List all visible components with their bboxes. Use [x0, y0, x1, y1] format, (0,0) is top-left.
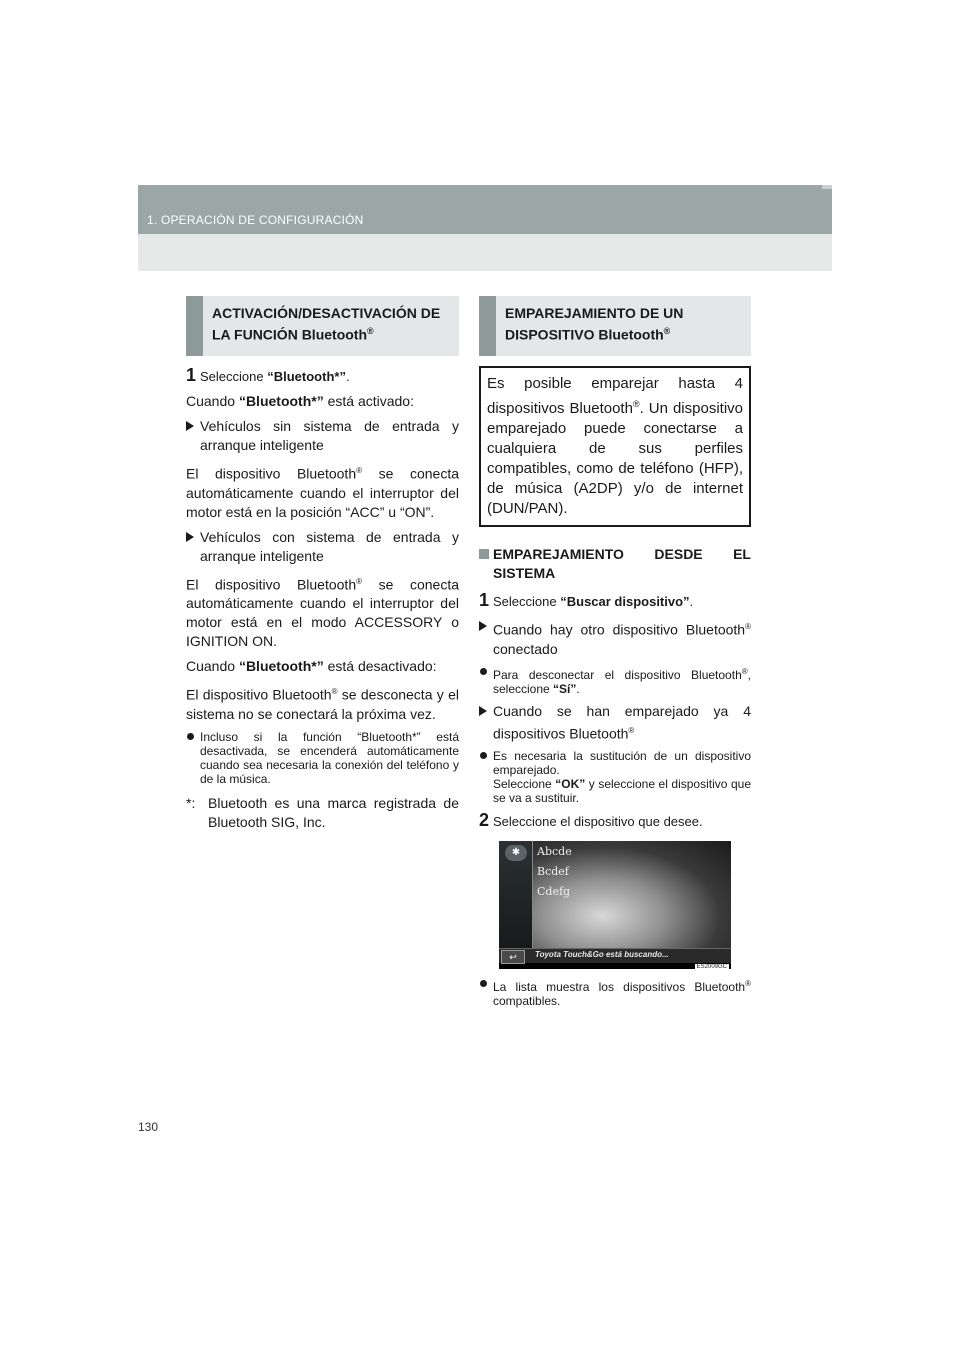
step-1: 1 Seleccione “Bluetooth*”.: [186, 365, 350, 385]
bullet-icon: [480, 668, 487, 675]
option-bluetooth: “Bluetooth*”: [267, 369, 346, 384]
arrow-item: Vehículos sin sistema de entrada y arranque inteligente: [186, 417, 459, 455]
header-subbar: [138, 234, 832, 271]
note-item: La lista muestra los dispositivos Bluetooth® compatibles.: [479, 977, 751, 1008]
option-search-device: “Buscar dispositivo”: [560, 594, 690, 609]
section-title: EMPAREJAMIENTO DE UN DISPOSITIVO Bluetooth: [505, 305, 684, 343]
breadcrumb: 1. OPERACIÓN DE CONFIGURACIÓN: [147, 213, 364, 227]
section-title: ACTIVACIÓN/DESACTIVACIÓN DE LA FUNCIÓN Bluetooth: [212, 305, 441, 343]
step-1: 1 Seleccione “Buscar dispositivo”.: [479, 590, 694, 610]
info-box: Es posible emparejar hasta 4 dispositivos Bluetooth®. Un dispositivo emparejado puede conectarse a cualquiera de sus perfiles compatibles, como de teléfono (HFP), de música (A2DP) y/o de internet (DUN/PAN).: [479, 366, 751, 527]
device-item[interactable]: Bcdef: [537, 865, 569, 879]
right-column: [479, 296, 751, 1014]
search-status: Toyota Touch&Go está buscando...: [535, 950, 669, 960]
bullet-icon: [187, 733, 194, 740]
paragraph: El dispositivo Bluetooth® se conecta automáticamente cuando el interruptor del motor está en la posición “ACC” u “ON”.: [186, 465, 459, 520]
device-item[interactable]: Cdefg: [537, 885, 571, 899]
arrow-right-icon: [186, 421, 194, 431]
section-heading-pairing: EMPAREJAMIENTO DE UN DISPOSITIVO Bluetooth®: [479, 296, 751, 356]
header-corner: [822, 185, 832, 189]
section-heading-activation: [186, 296, 459, 356]
page-header: [138, 185, 832, 271]
step-number: 1: [479, 590, 490, 610]
device-list-screenshot: [499, 841, 731, 969]
back-icon[interactable]: ↩: [501, 950, 525, 964]
subsection-heading: EMPAREJAMIENTO DESDE EL SISTEMA: [479, 545, 751, 583]
paragraph: El dispositivo Bluetooth® se conecta automáticamente cuando el interruptor del motor está en el modo ACCESSORY o IGNITION ON.: [186, 576, 459, 650]
arrow-right-icon: [479, 621, 487, 631]
step-number: 1: [186, 365, 197, 385]
square-icon: [479, 549, 489, 559]
footnote: *: Bluetooth es una marca registrada de Bluetooth SIG, Inc.: [186, 794, 459, 830]
step-number: 2: [479, 810, 490, 831]
bullet-icon: [480, 980, 487, 987]
bullet-icon: [480, 752, 487, 759]
note-item: Es necesaria la sustitución de un dispositivo emparejado. Seleccione “OK” y seleccione el dispositivo que se va a sustituir.: [479, 749, 751, 805]
device-item[interactable]: Abcde: [537, 845, 572, 859]
arrow-right-icon: [186, 532, 194, 542]
page-number: 130: [138, 1120, 159, 1134]
activated-label: Cuando “Bluetooth*” está activado:: [186, 393, 414, 409]
paragraph: El dispositivo Bluetooth® se desconecta y el sistema no se conectará la próxima vez.: [186, 686, 459, 722]
step-2: 2 Seleccione el dispositivo que desee.: [479, 810, 703, 831]
image-code: ES2009GC: [696, 964, 727, 971]
deactivated-label: Cuando “Bluetooth*” está desactivado:: [186, 658, 437, 675]
screen-sidebar: [499, 841, 533, 948]
left-column: [186, 296, 459, 832]
header-bar: [138, 185, 832, 234]
bluetooth-icon: ✱: [505, 845, 527, 861]
arrow-item: Cuando se han emparejado ya 4 dispositivos Bluetooth®: [479, 702, 751, 744]
arrow-right-icon: [479, 706, 487, 716]
registered-mark: ®: [367, 326, 374, 336]
note-item: Incluso si la función “Bluetooth*” está desactivada, se encenderá automáticamente cuando sea necesaria la conexión del teléfono y de la música.: [186, 730, 459, 786]
arrow-item: Vehículos con sistema de entrada y arranque inteligente: [186, 528, 459, 566]
arrow-item: Cuando hay otro dispositivo Bluetooth® conectado: [479, 617, 751, 659]
note-item: Para desconectar el dispositivo Bluetooth®, seleccione “Sí”.: [479, 665, 751, 696]
screen-statusbar: [499, 948, 731, 963]
